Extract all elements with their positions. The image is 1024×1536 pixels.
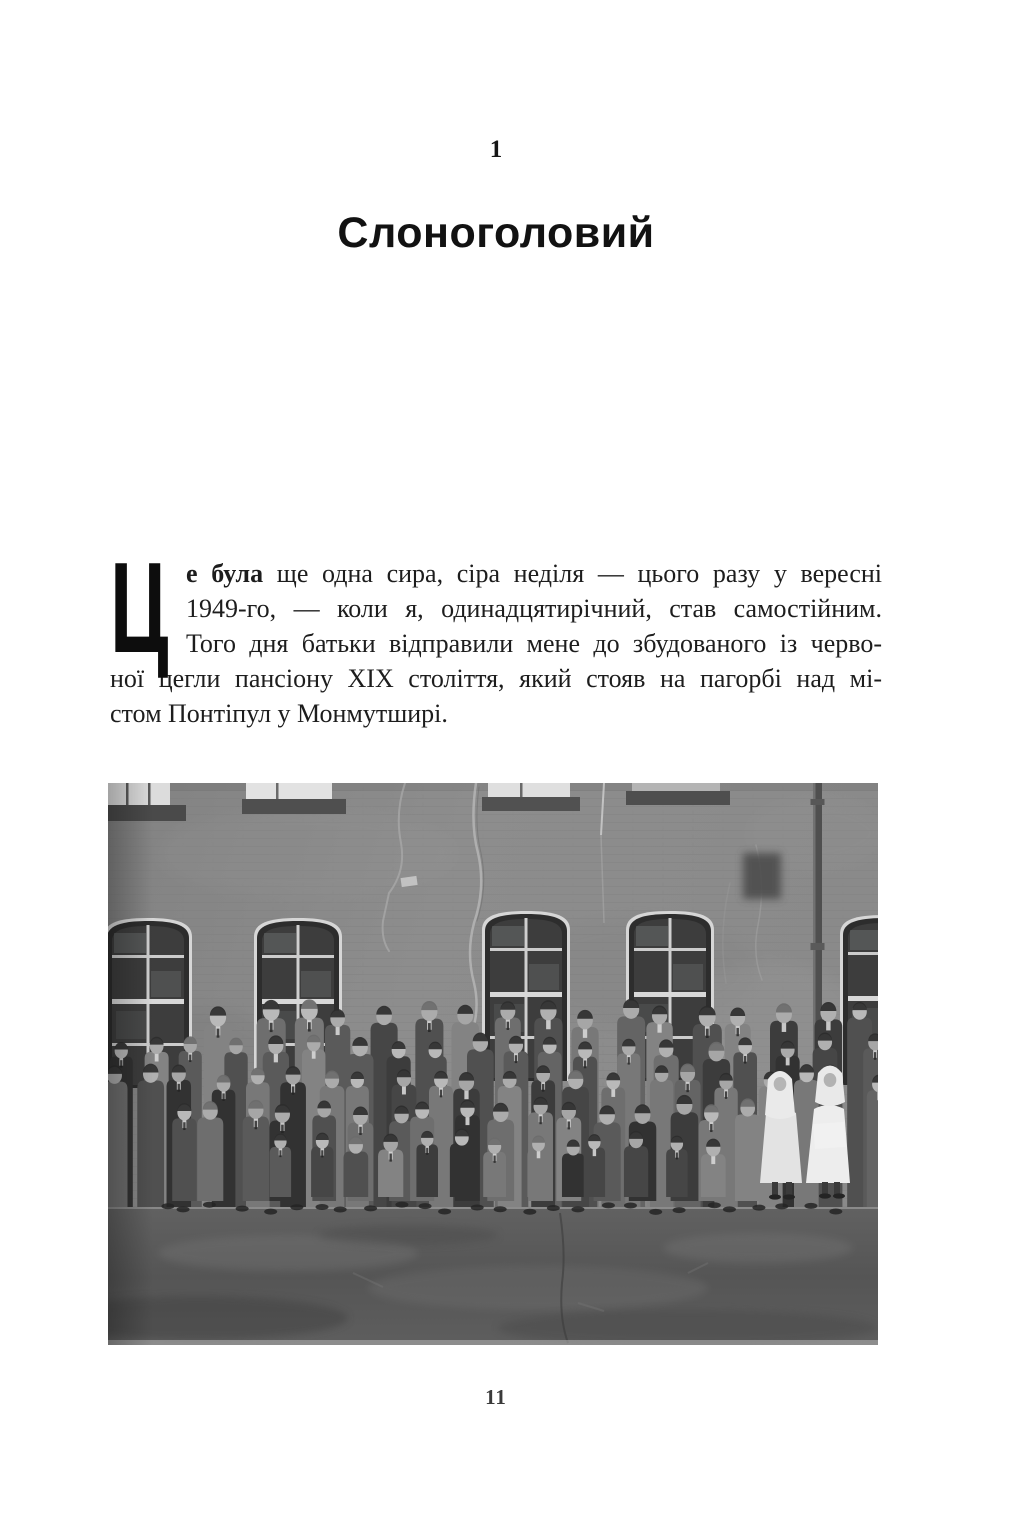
paragraph-line-1 xyxy=(110,556,882,591)
paragraph-line-3: Того дня батьки відправили мене до збудованого із черво- xyxy=(186,629,882,658)
drop-cap-letter: Ц xyxy=(110,536,169,680)
paragraph-lead-bold: е була xyxy=(186,559,264,588)
page-number: 11 xyxy=(485,1385,507,1409)
chapter-title: Слоноголовий xyxy=(337,209,655,257)
paragraph-line-1-text: ще одна сира, сіра неділя — цього разу у вересні xyxy=(276,559,882,588)
photo-vignette xyxy=(108,783,153,1345)
wall-vent xyxy=(743,853,781,899)
paragraph-line-4: ної цегли пансіону XIX століття, який стояв на пагорбі над мі- xyxy=(110,664,882,693)
chapter-number: 1 xyxy=(489,136,503,163)
group-photo xyxy=(108,783,878,1345)
drop-cap-container xyxy=(110,536,186,680)
paragraph-line-2: 1949-го, — коли я, одинадцятирічний, став самостійним. xyxy=(186,594,882,623)
group-photo-svg xyxy=(108,783,878,1345)
photo-ground xyxy=(108,1209,878,1345)
paragraph-line-5: стом Понтіпул у Монмутширі. xyxy=(110,699,448,728)
opening-paragraph xyxy=(110,536,882,731)
